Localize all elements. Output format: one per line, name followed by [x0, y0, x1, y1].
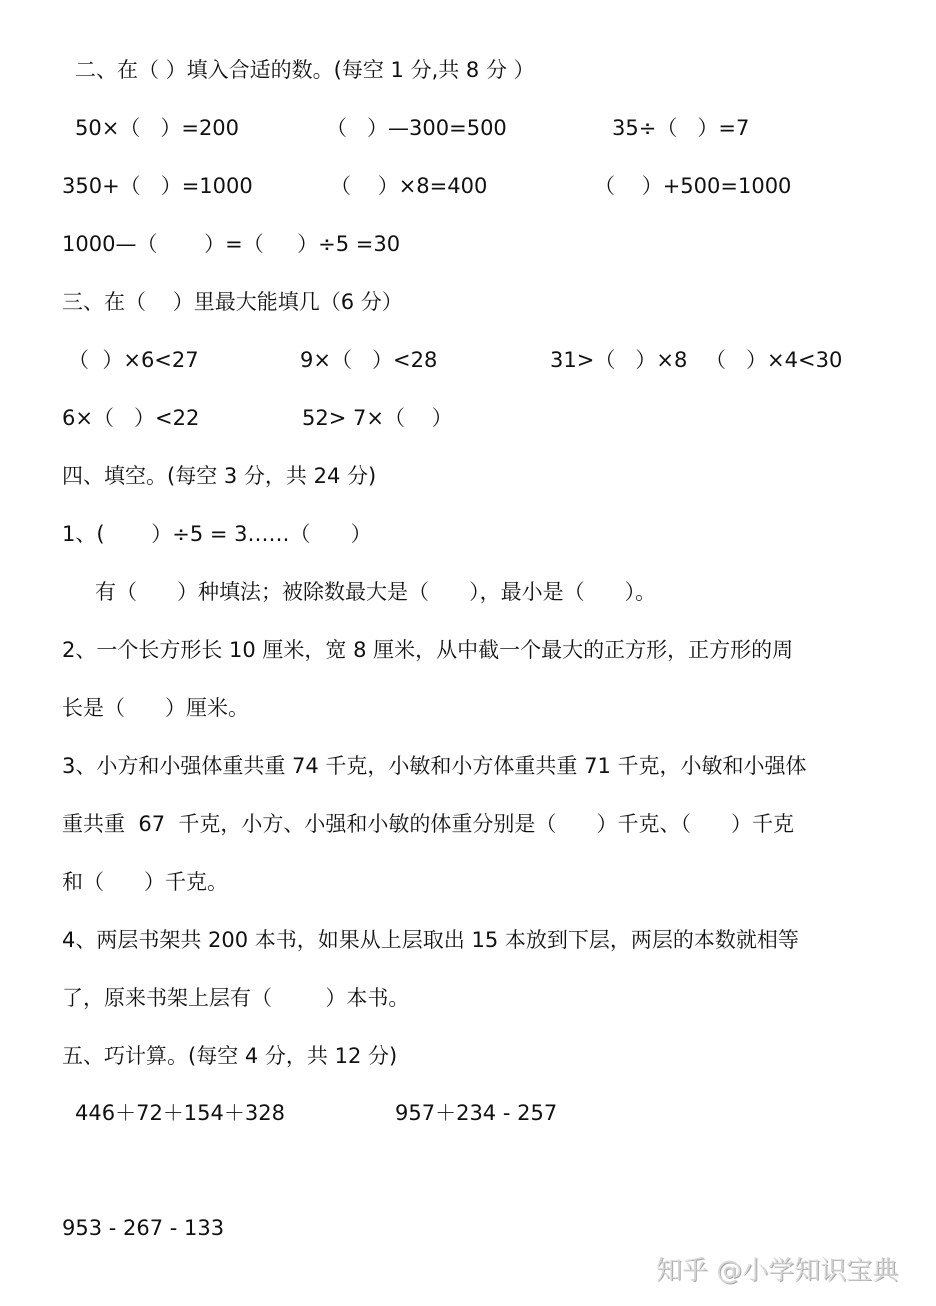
equation: 1000—（ ）=（ ）÷5 =30 — [62, 232, 401, 256]
inequality: 6×（ ）<22 — [62, 406, 200, 430]
inequality: 52> 7×（ ） — [302, 406, 453, 430]
inequality: 9×（ ）<28 — [300, 348, 438, 372]
question-1-sub: 有（ ）种填法；被除数最大是（ ），最小是（ ）。 — [95, 580, 657, 604]
calculation: 957＋234 - 257 — [395, 1101, 558, 1125]
question-3: 3、小方和小强体重共重 74 千克，小敏和小方体重共重 71 千克，小敏和小强体 — [62, 754, 807, 778]
inequality: 31>（ ）×8 — [550, 348, 688, 372]
equation: 50×（ ）=200 — [75, 116, 240, 140]
question-3-cont: 重共重 67 千克，小方、小强和小敏的体重分别是（ ）千克、（ ）千克 — [62, 812, 795, 836]
equation: （ ）×8=400 — [330, 174, 488, 198]
calculation: 953 - 267 - 133 — [62, 1216, 225, 1240]
equation: 35÷（ ）=7 — [612, 116, 750, 140]
section-4-heading: 四、填空。(每空 3 分，共 24 分) — [62, 464, 377, 488]
equation: （ ）—300=500 — [326, 116, 507, 140]
question-1: 1、( ）÷5 = 3……（ ） — [62, 522, 372, 546]
question-4: 4、两层书架共 200 本书，如果从上层取出 15 本放到下层，两层的本数就相等 — [62, 928, 799, 952]
question-2: 2、一个长方形长 10 厘米，宽 8 厘米，从中截一个最大的正方形，正方形的周 — [62, 638, 794, 662]
calculation: 446＋72＋154＋328 — [75, 1101, 285, 1125]
watermark: 知乎 @小学知识宝典 — [656, 1256, 899, 1286]
question-4-cont: 了，原来书架上层有（ ）本书。 — [62, 986, 410, 1010]
section-3-heading: 三、在（ ）里最大能填几（6 分） — [62, 290, 403, 314]
section-2-heading: 二、在（ ）填入合适的数。(每空 1 分,共 8 分 ） — [75, 58, 535, 82]
equation: 350+（ ）=1000 — [62, 174, 253, 198]
equation: （ ）+500=1000 — [594, 174, 792, 198]
question-3-cont: 和（ ）千克。 — [62, 870, 229, 894]
inequality: （ ）×6<27 — [68, 348, 199, 372]
inequality: （ ）×4<30 — [705, 348, 843, 372]
section-5-heading: 五、巧计算。(每空 4 分，共 12 分) — [62, 1044, 398, 1068]
question-2-cont: 长是（ ）厘米。 — [62, 696, 250, 720]
